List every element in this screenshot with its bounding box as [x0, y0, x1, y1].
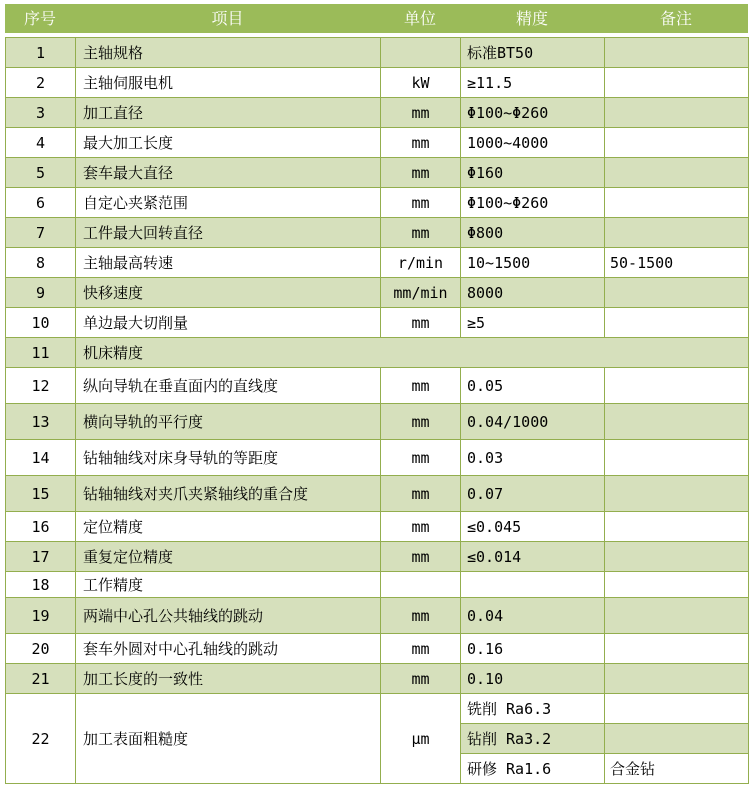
cell-no: 7	[6, 218, 76, 248]
cell-no: 5	[6, 158, 76, 188]
cell-precision: 0.04/1000	[461, 404, 605, 440]
cell-no: 6	[6, 188, 76, 218]
cell-precision: 0.16	[461, 634, 605, 664]
cell-no: 1	[6, 38, 76, 68]
cell-item-merged: 机床精度	[76, 338, 749, 368]
table-row	[6, 278, 749, 308]
table-row	[6, 98, 749, 128]
cell-precision: Φ160	[461, 158, 605, 188]
cell-precision: 铣削 Ra6.3	[461, 694, 605, 724]
cell-no: 22	[6, 694, 76, 784]
header-row	[5, 4, 748, 33]
cell-item: 钻轴轴线对床身导轨的等距度	[76, 440, 381, 476]
cell-note: 50-1500	[605, 248, 749, 278]
cell-precision: ≤0.045	[461, 512, 605, 542]
table-row	[6, 512, 749, 542]
cell-precision: Φ100~Φ260	[461, 188, 605, 218]
spec-table	[5, 37, 749, 784]
cell-unit: mm	[381, 308, 461, 338]
table-row	[6, 368, 749, 404]
table-row	[6, 634, 749, 664]
table-row	[6, 158, 749, 188]
cell-no: 19	[6, 598, 76, 634]
cell-no: 2	[6, 68, 76, 98]
cell-no: 21	[6, 664, 76, 694]
cell-unit: mm	[381, 98, 461, 128]
cell-no: 17	[6, 542, 76, 572]
cell-no: 8	[6, 248, 76, 278]
cell-no: 20	[6, 634, 76, 664]
cell-unit: mm	[381, 218, 461, 248]
cell-unit: kW	[381, 68, 461, 98]
table-row	[6, 440, 749, 476]
cell-note	[605, 308, 749, 338]
table-row	[6, 598, 749, 634]
cell-precision	[461, 572, 605, 598]
column-header-note: 备注	[659, 9, 692, 28]
cell-item: 主轴规格	[76, 38, 381, 68]
cell-no: 13	[6, 404, 76, 440]
table-row	[6, 476, 749, 512]
cell-no: 18	[6, 572, 76, 598]
cell-item: 钻轴轴线对夹爪夹紧轴线的重合度	[76, 476, 381, 512]
cell-unit: mm	[381, 476, 461, 512]
cell-item: 套车外圆对中心孔轴线的跳动	[76, 634, 381, 664]
cell-item: 加工长度的一致性	[76, 664, 381, 694]
cell-item: 单边最大切削量	[76, 308, 381, 338]
cell-unit: mm/min	[381, 278, 461, 308]
cell-precision: 0.10	[461, 664, 605, 694]
cell-item: 主轴伺服电机	[76, 68, 381, 98]
cell-note	[605, 98, 749, 128]
cell-note	[605, 598, 749, 634]
cell-no: 15	[6, 476, 76, 512]
cell-precision: 10~1500	[461, 248, 605, 278]
cell-unit: mm	[381, 404, 461, 440]
cell-item: 自定心夹紧范围	[76, 188, 381, 218]
cell-precision: ≤0.014	[461, 542, 605, 572]
cell-note	[605, 542, 749, 572]
table-row	[6, 694, 749, 724]
cell-note	[605, 278, 749, 308]
table-row	[6, 572, 749, 598]
cell-item: 工作精度	[76, 572, 381, 598]
cell-note	[605, 68, 749, 98]
cell-unit: mm	[381, 368, 461, 404]
cell-no: 4	[6, 128, 76, 158]
table-row	[6, 404, 749, 440]
cell-unit: mm	[381, 542, 461, 572]
cell-note	[605, 572, 749, 598]
cell-note	[605, 128, 749, 158]
cell-item: 工件最大回转直径	[76, 218, 381, 248]
cell-note	[605, 634, 749, 664]
cell-no: 11	[6, 338, 76, 368]
cell-item: 横向导轨的平行度	[76, 404, 381, 440]
cell-precision: 0.04	[461, 598, 605, 634]
cell-note	[605, 218, 749, 248]
cell-item: 快移速度	[76, 278, 381, 308]
cell-precision: 钻削 Ra3.2	[461, 724, 605, 754]
cell-note: 合金钻	[605, 754, 749, 784]
cell-unit: mm	[381, 440, 461, 476]
cell-note	[605, 404, 749, 440]
cell-no: 10	[6, 308, 76, 338]
cell-precision: 标准BT50	[461, 38, 605, 68]
cell-item: 套车最大直径	[76, 158, 381, 188]
cell-precision: 1000~4000	[461, 128, 605, 158]
cell-precision: 研修 Ra1.6	[461, 754, 605, 784]
cell-no: 9	[6, 278, 76, 308]
table-row	[6, 68, 749, 98]
cell-unit: mm	[381, 598, 461, 634]
cell-unit: mm	[381, 634, 461, 664]
table-row	[6, 38, 749, 68]
cell-item: 纵向导轨在垂直面内的直线度	[76, 368, 381, 404]
cell-item: 两端中心孔公共轴线的跳动	[76, 598, 381, 634]
cell-no: 16	[6, 512, 76, 542]
cell-no: 14	[6, 440, 76, 476]
column-header-unit: 单位	[403, 9, 436, 28]
cell-precision: 0.03	[461, 440, 605, 476]
cell-item: 重复定位精度	[76, 542, 381, 572]
column-header-no: 序号	[23, 9, 56, 28]
cell-note	[605, 694, 749, 724]
cell-no: 3	[6, 98, 76, 128]
cell-item: 最大加工长度	[76, 128, 381, 158]
cell-note	[605, 512, 749, 542]
cell-precision: Φ800	[461, 218, 605, 248]
cell-item: 主轴最高转速	[76, 248, 381, 278]
cell-item: 定位精度	[76, 512, 381, 542]
cell-unit: mm	[381, 188, 461, 218]
table-row	[6, 542, 749, 572]
cell-unit: r/min	[381, 248, 461, 278]
cell-note	[605, 724, 749, 754]
cell-note	[605, 476, 749, 512]
table-row	[6, 308, 749, 338]
table-row	[6, 338, 749, 368]
cell-unit: mm	[381, 158, 461, 188]
cell-unit	[381, 572, 461, 598]
cell-unit: mm	[381, 512, 461, 542]
table-row	[6, 218, 749, 248]
cell-precision: 0.05	[461, 368, 605, 404]
table-row	[6, 248, 749, 278]
cell-precision: 8000	[461, 278, 605, 308]
column-header-precision: 精度	[515, 9, 548, 28]
cell-precision: ≥11.5	[461, 68, 605, 98]
table-row	[6, 188, 749, 218]
cell-note	[605, 664, 749, 694]
table-row	[6, 128, 749, 158]
cell-note	[605, 158, 749, 188]
cell-no: 12	[6, 368, 76, 404]
cell-precision: ≥5	[461, 308, 605, 338]
cell-note	[605, 368, 749, 404]
cell-unit: mm	[381, 128, 461, 158]
cell-note	[605, 38, 749, 68]
cell-note	[605, 440, 749, 476]
cell-precision: Φ100~Φ260	[461, 98, 605, 128]
table-row	[6, 664, 749, 694]
cell-item: 加工表面粗糙度	[76, 694, 381, 784]
cell-note	[605, 188, 749, 218]
cell-precision: 0.07	[461, 476, 605, 512]
column-header-item: 项目	[211, 9, 244, 28]
cell-unit: μm	[381, 694, 461, 784]
cell-unit: mm	[381, 664, 461, 694]
cell-unit	[381, 38, 461, 68]
cell-item: 加工直径	[76, 98, 381, 128]
